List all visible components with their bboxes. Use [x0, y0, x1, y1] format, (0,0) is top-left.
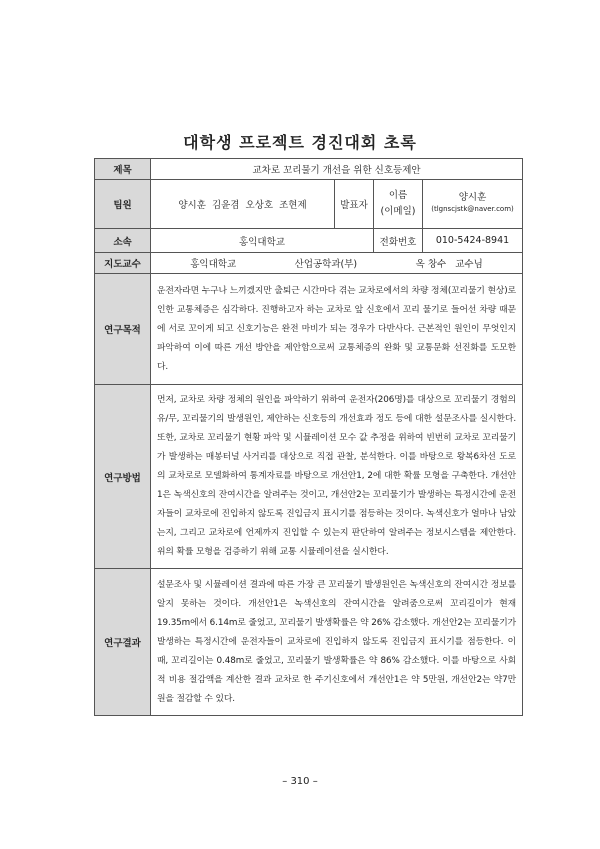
affiliation-row — [95, 229, 523, 253]
advisor-info — [151, 253, 523, 274]
presenter-email: (tlgnscjstk@naver.com) — [423, 203, 523, 229]
affiliation-value: 홍익대학교 — [151, 229, 374, 253]
method-label: 연구방법 — [95, 385, 151, 569]
subject-row — [95, 159, 523, 180]
result-label: 연구결과 — [95, 569, 151, 716]
abstract-table — [94, 158, 523, 716]
page-number: – 310 – — [282, 776, 318, 787]
purpose-text: 운전자라면 누구나 느끼겠지만 출퇴근 시간마다 겪는 교차로에서의 차량 정체(꼬리물기 현상)로 인한 교통체증은 심각하다. 진행하고자 하는 교차로 앞 신호에서 꼬리 물기로 들어선 차량 때문에 서로 꼬이게 되고 신호기능은 완전 마비가 되는 경우가 다반사다. 근본적인 원인이 무엇인지 파악하여 이에 따른 개선 방안을 제안함으로써 교통체증의 완화 및 교통문화 선진화를 도모한다. — [157, 285, 517, 372]
affiliation-label: 소속 — [95, 229, 151, 253]
phone-value: 010-5424-8941 — [423, 229, 523, 253]
presenter-name: 양시훈 — [423, 180, 523, 203]
presenter-name-label: 이름 (이메일) — [374, 180, 423, 229]
team-members: 양시훈 김윤겸 오상호 조현제 — [151, 180, 335, 229]
advisor-name: 옥 창수 — [415, 259, 447, 270]
page-title: 대학생 프로젝트 경진대회 초록 — [183, 133, 417, 152]
method-row — [95, 385, 523, 569]
purpose-label: 연구목적 — [95, 274, 151, 385]
team-row — [95, 180, 523, 203]
purpose-row — [95, 274, 523, 385]
phone-label: 전화번호 — [374, 229, 423, 253]
advisor-label: 지도교수 — [95, 253, 151, 274]
subject-label: 제목 — [95, 159, 151, 180]
advisor-row — [95, 253, 523, 274]
method-text: 먼저, 교차로 차량 정체의 원인을 파악하기 위하여 운전자(206명)를 대상으로 꼬리물기 경험의 유/무, 꼬리물기의 발생원인, 제안하는 신호등의 개선효과 정도 등에 대한 설문조사를 실시한다. 또한, 교차로 꼬리물기 현황 파악 및 시뮬레이션 모수 값 추정을 위하여 빈번히 교차로 꼬리물기가 발생하는 매봉터널 사거리를 대상으로 직접 관찰, 분석한다. 이를 바탕으로 왕복6차선 도로의 교차로로 모델화하여 통계자료를 바탕으로 개선안1, 2에 대한 확률 모형을 구축한다. 개선안1은 녹색신호의 잔여시간을 알려주는 것이고, 개선안2는 꼬리물기가 발생하는 특정시간에 운전자들이 교차로에 진입하지 않도록 진입금지 표시기를 점등하는 것이다. 녹색신호가 얼마나 남았는지, 그리고 교차로에 언제까지 진입할 수 있는지 판단하여 알려주는 정보시스템을 제안한다. 위의 확률 모형을 검증하기 위해 교통 시뮬레이션을 실시한다. — [157, 395, 517, 557]
subject-value: 교차로 꼬리물기 개선을 위한 신호등제안 — [151, 159, 523, 180]
advisor-dept: 산업공학과(부) — [294, 259, 358, 270]
presenter-label: 발표자 — [335, 180, 374, 229]
result-row — [95, 569, 523, 716]
advisor-school: 홍익대학교 — [190, 259, 237, 270]
team-label: 팀원 — [95, 180, 151, 229]
advisor-title: 교수님 — [455, 259, 483, 270]
result-text: 설문조사 및 시뮬레이션 결과에 따른 가장 큰 꼬리물기 발생원인은 녹색신호의 잔여시간 정보를 알지 못하는 것이다. 개선안1은 녹색신호의 잔여시간을 알려줌으로써 꼬리길이가 현재 19.35m에서 6.14m로 줄었고, 꼬리물기 발생확률은 약 26% 감소했다. 개선안2는 꼬리물기가 발생하는 특정시간에 운전자들이 교차로에 진입하지 않도록 진입금지 표시기를 점등한다. 이 때, 꼬리길이는 0.48m로 줄었고, 꼬리물기 발생확률은 약 86% 감소했다. 이를 바탕으로 사회적 비용 절감액을 계산한 결과 교차로 한 주기신호에서 개선안1은 약 5만원, 개선안2는 약7만원을 절감할 수 있다. — [157, 579, 517, 704]
